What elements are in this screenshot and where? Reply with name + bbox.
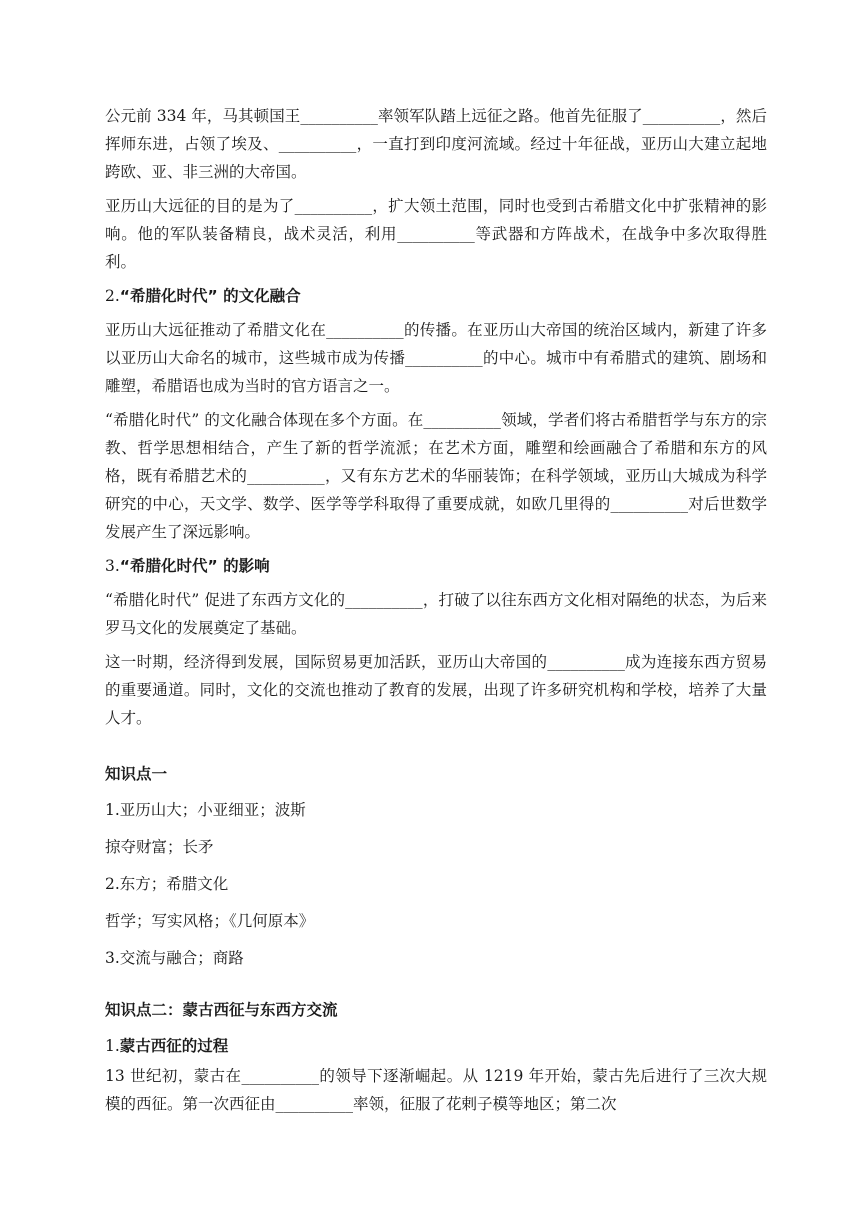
knowledge-point-2-title: 知识点二：蒙古西征与东西方交流 bbox=[105, 1001, 338, 1019]
paragraph-alexander-campaign: 公元前 334 年，马其顿国王__________率领军队踏上远征之路。他首先征服了__________，然后挥师东进，占领了埃及、__________，一直打到印度河流域。经过十年征战，亚历山大建立起地跨欧、亚、非三洲的大帝国。 bbox=[105, 107, 767, 181]
document-page bbox=[105, 102, 767, 1124]
heading-text: “希腊化时代” 的影响 bbox=[119, 557, 270, 575]
heading-text: “希腊化时代” 的文化融合 bbox=[119, 287, 301, 305]
heading-number: 2. bbox=[105, 287, 120, 305]
paragraph-culture-spread: 亚历山大远征推动了希腊文化在__________的传播。在亚历山大帝国的统治区域内，新建了许多以亚历山大命名的城市，这些城市成为传播__________的中心。城市中有希腊式的建筑、剧场和雕塑，希腊语也成为当时的官方语言之一。 bbox=[105, 321, 767, 395]
heading-hellenistic-impact bbox=[105, 552, 767, 580]
answer-line: 2.东方；希腊文化 bbox=[105, 875, 229, 893]
answer-line: 掠夺财富；长矛 bbox=[105, 838, 214, 856]
paragraph-mongol-rise: 13 世纪初，蒙古在__________的领导下逐渐崛起。从 1219 年开始，蒙古先后进行了三次大规模的西征。第一次西征由__________率领，征服了花剌子模等地区；第二次 bbox=[105, 1067, 767, 1113]
heading-hellenistic-fusion bbox=[105, 282, 767, 310]
heading-mongol-campaign bbox=[105, 1032, 767, 1060]
heading-number: 3. bbox=[105, 557, 120, 575]
paragraph-culture-fusion: “希腊化时代” 的文化融合体现在多个方面。在__________领域，学者们将古希腊哲学与东方的宗教、哲学思想相结合，产生了新的哲学流派；在艺术方面，雕塑和绘画融合了希腊和东方的风格，既有希腊艺术的__________，又有东方艺术的华丽装饰；在科学领域，亚历山大城成为科学研究的中心，天文学、数学、医学等学科取得了重要成就，如欧几里得的__________对后世数学发展产生了深远影响。 bbox=[105, 411, 767, 541]
answer-line: 3.交流与融合；商路 bbox=[105, 949, 244, 967]
answer-line: 1.亚历山大；小亚细亚；波斯 bbox=[105, 801, 306, 819]
paragraph-impact-economy: 这一时期，经济得到发展，国际贸易更加活跃，亚历山大帝国的__________成为连接东西方贸易的重要通道。同时，文化的交流也推动了教育的发展，出现了许多研究机构和学校，培养了大量人才。 bbox=[105, 653, 767, 727]
answer-line: 哲学；写实风格；《几何原本》 bbox=[105, 912, 315, 930]
heading-text: 蒙古西征的过程 bbox=[119, 1037, 229, 1055]
knowledge-point-1-title: 知识点一 bbox=[105, 765, 168, 783]
paragraph-impact-exchange: “希腊化时代” 促进了东西方文化的__________，打破了以往东西方文化相对隔绝的状态，为后来罗马文化的发展奠定了基础。 bbox=[105, 591, 767, 637]
paragraph-campaign-purpose: 亚历山大远征的目的是为了__________，扩大领土范围，同时也受到古希腊文化中扩张精神的影响。他的军队装备精良，战术灵活，利用__________等武器和方阵战术，在战争中多次取得胜利。 bbox=[105, 197, 767, 271]
heading-number: 1. bbox=[105, 1037, 120, 1055]
